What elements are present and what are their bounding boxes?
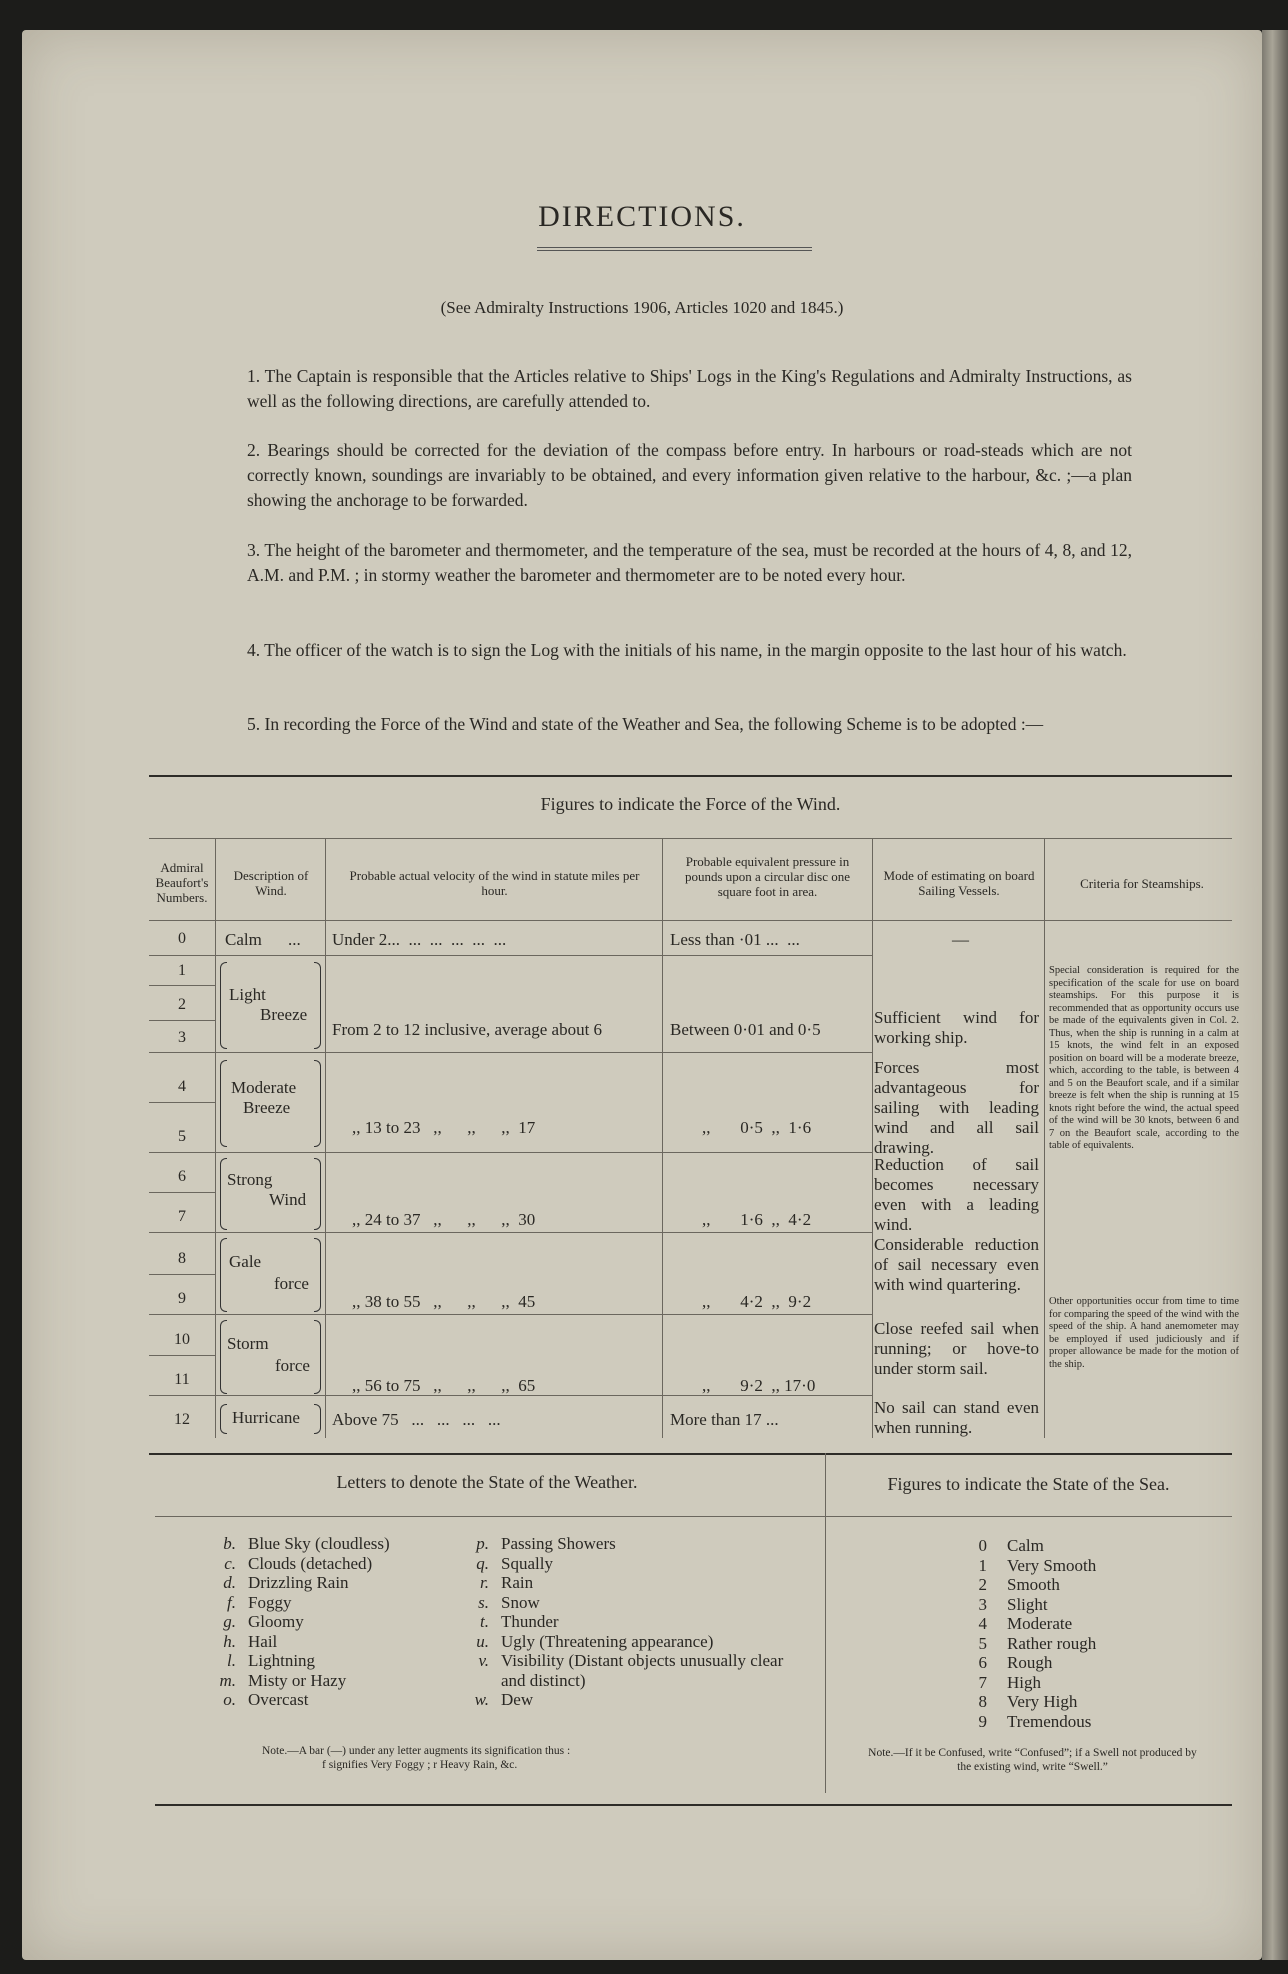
row-rule bbox=[149, 1314, 872, 1315]
wind-mode: Forces most advantageous for sailing with leading wind and all sail drawing. bbox=[874, 1058, 1039, 1157]
wind-pressure: ,, 9·2 ,, 17·0 bbox=[702, 1376, 816, 1395]
wind-pressure: ,, 1·6 ,, 4·2 bbox=[702, 1210, 812, 1229]
header-top-rule bbox=[149, 838, 1232, 839]
sea-item: 6 Rough bbox=[978, 1653, 1053, 1672]
beaufort-number: 4 bbox=[178, 1078, 186, 1095]
header-beaufort: Admiral Beaufort's Numbers. bbox=[155, 860, 209, 905]
row-rule bbox=[149, 1232, 872, 1233]
wind-velocity: From 2 to 12 inclusive, average about 6 bbox=[332, 1020, 603, 1039]
sea-item: 5 Rather rough bbox=[978, 1633, 1097, 1653]
wind-desc: Moderate bbox=[231, 1078, 297, 1097]
header-velocity: Probable actual velocity of the wind in statute miles per hour. bbox=[349, 868, 640, 898]
row-rule bbox=[149, 1052, 872, 1053]
weather-item: b. Blue Sky (cloudless) bbox=[223, 1534, 390, 1553]
section-bottom-rule bbox=[155, 1804, 1232, 1806]
weather-note: Note.—A bar (—) under any letter augments its signification thus : f signifies Very Foggy ; r Heavy Rain, &c. bbox=[262, 1745, 571, 1771]
row-rule bbox=[149, 1020, 215, 1021]
sea-header-rule bbox=[825, 1516, 1232, 1517]
wind-mode: Sufficient wind for working ship. bbox=[874, 1008, 1039, 1047]
weather-item: p. Passing Showers bbox=[476, 1534, 616, 1553]
wind-desc: Breeze bbox=[243, 1098, 291, 1117]
wind-velocity: ,, 24 to 37 ,, ,, ,, 30 bbox=[352, 1210, 536, 1229]
col-divider bbox=[325, 838, 326, 1438]
title-rule bbox=[537, 247, 812, 251]
wind-pressure: ,, 4·2 ,, 9·2 bbox=[702, 1292, 812, 1311]
log-page bbox=[22, 30, 1262, 1960]
beaufort-number: 1 bbox=[178, 962, 186, 979]
table-top-rule bbox=[149, 775, 1232, 777]
wind-mode: Considerable reduction of sail necessary even with wind quartering. bbox=[874, 1235, 1039, 1294]
weather-item: o. Overcast bbox=[223, 1690, 309, 1709]
col-divider bbox=[662, 838, 663, 1438]
beaufort-number: 6 bbox=[178, 1168, 186, 1185]
brace bbox=[220, 962, 227, 1049]
beaufort-number: 2 bbox=[178, 996, 186, 1013]
row-rule bbox=[149, 955, 872, 956]
weather-header-rule bbox=[155, 1516, 825, 1517]
wind-desc-dots: ... bbox=[288, 930, 301, 949]
wind-velocity: ,, 56 to 75 ,, ,, ,, 65 bbox=[352, 1376, 536, 1395]
brace bbox=[314, 1320, 321, 1394]
sea-item: 4 Moderate bbox=[978, 1614, 1073, 1633]
page-edge bbox=[1262, 30, 1288, 1960]
weather-item: c. Clouds (detached) bbox=[224, 1553, 373, 1573]
paragraph-2: 2. Bearings should be corrected for the deviation of the compass before entry. In harbours or road-steads which are not correctly known, soundings are invariably to be obtained, and every information given relative to the harbour, &c. ;—a plan showing the anchorage to be forwarded. bbox=[247, 440, 1132, 510]
wind-velocity: ,, 38 to 55 ,, ,, ,, 45 bbox=[352, 1292, 536, 1311]
sea-item: 0 Calm bbox=[978, 1536, 1044, 1555]
wind-table-caption: Figures to indicate the Force of the Wind. bbox=[540, 794, 841, 814]
brace bbox=[220, 1158, 227, 1230]
paragraph-5: 5. In recording the Force of the Wind and state of the Weather and Sea, the following Scheme is to be adopted :— bbox=[247, 714, 1044, 734]
header-mode: Mode of estimating on board Sailing Vessels. bbox=[883, 868, 1035, 898]
weather-list-1 bbox=[212, 1534, 390, 1710]
wind-mode: No sail can stand even when running. bbox=[874, 1398, 1039, 1437]
wind-desc: Strong bbox=[227, 1170, 273, 1189]
beaufort-number: 10 bbox=[174, 1331, 190, 1348]
brace bbox=[220, 1060, 227, 1147]
brace bbox=[314, 1158, 321, 1230]
brace bbox=[220, 1320, 227, 1394]
col-divider bbox=[215, 838, 216, 1438]
header-pressure: Probable equivalent pressure in pounds upon a circular disc one square foot in area. bbox=[685, 854, 850, 899]
weather-item: q. Squally bbox=[476, 1553, 553, 1573]
wind-mode: Close reefed sail when running; or hove-to under storm sail. bbox=[874, 1319, 1039, 1378]
wind-desc: Gale bbox=[229, 1252, 262, 1271]
weather-item: l. Lightning bbox=[227, 1651, 316, 1670]
header-description: Description of Wind. bbox=[233, 868, 309, 898]
wind-desc: Hurricane bbox=[232, 1408, 300, 1427]
wind-pressure: ,, 0·5 ,, 1·6 bbox=[702, 1118, 812, 1137]
wind-desc: Storm bbox=[227, 1334, 269, 1353]
paragraph-3: 3. The height of the barometer and thermometer, and the temperature of the sea, must be recorded at the hours of 4, 8, and 12, A.M. and P.M. ; in stormy weather the barometer and thermometer are to be noted every hour. bbox=[247, 540, 1132, 585]
weather-item: g. Gloomy bbox=[223, 1612, 304, 1631]
beaufort-number: 3 bbox=[178, 1029, 186, 1046]
wind-desc: Breeze bbox=[260, 1005, 308, 1024]
wind-desc: Light bbox=[229, 985, 266, 1004]
wind-desc: force bbox=[275, 1356, 310, 1375]
weather-item: u. Ugly (Threatening appearance) bbox=[476, 1631, 714, 1651]
beaufort-number: 12 bbox=[174, 1411, 190, 1428]
col-divider bbox=[872, 838, 873, 1438]
beaufort-number: 9 bbox=[178, 1290, 186, 1307]
weather-item: t. Thunder bbox=[480, 1612, 559, 1631]
weather-item: v. Visibility (Distant objects unusually clear and distinct) bbox=[478, 1651, 784, 1690]
weather-item: s. Snow bbox=[478, 1592, 540, 1612]
wind-mode: — bbox=[952, 930, 969, 949]
criteria-text: Special consideration is required for the specification of the scale for use on board steamships. For this purpose it is recommended that as opportunity occurs use be made of the equivalents given in Col. 2. Thus, when the ship is running in a calm at 15 knots, the wind felt in an exposed position on board will be a moderate breeze, which, according to the table, is between 4 and 5 on the Beaufort scale, and if a similar breeze is felt when the ship is running at 15 knots right before the wind, the actual speed of the wind will be 30 knots, between 6 and 7 on the Beaufort scale, according to the table of equivalents. bbox=[1049, 965, 1239, 1151]
header-criteria: Criteria for Steamships. bbox=[1080, 876, 1204, 891]
weather-item: f. Foggy bbox=[227, 1592, 292, 1612]
weather-item: h. Hail bbox=[223, 1631, 278, 1651]
weather-caption: Letters to denote the State of the Weather. bbox=[336, 1472, 638, 1492]
wind-velocity: Above 75 ... ... ... ... bbox=[332, 1410, 501, 1429]
beaufort-number: 8 bbox=[178, 1250, 186, 1267]
wind-pressure: Between 0·01 and 0·5 bbox=[670, 1020, 821, 1039]
sea-list bbox=[967, 1536, 1096, 1731]
brace bbox=[314, 1404, 321, 1434]
section-divider bbox=[825, 1453, 826, 1793]
brace bbox=[314, 1238, 321, 1312]
wind-desc: force bbox=[274, 1274, 309, 1293]
wind-velocity: Under 2... ... ... ... ... ... bbox=[332, 930, 507, 949]
weather-item: d. Drizzling Rain bbox=[223, 1573, 349, 1592]
brace bbox=[220, 1238, 227, 1312]
sea-item: 2 Smooth bbox=[978, 1575, 1060, 1594]
sea-note: Note.—If it be Confused, write “Confused”; if a Swell not produced by the existing wind, write “Swell.” bbox=[868, 1747, 1197, 1773]
beaufort-number: 5 bbox=[178, 1128, 186, 1145]
wind-velocity: ,, 13 to 23 ,, ,, ,, 17 bbox=[352, 1118, 536, 1137]
col-divider bbox=[1044, 838, 1045, 1438]
weather-item: r. Rain bbox=[480, 1573, 534, 1592]
row-rule bbox=[149, 1274, 215, 1275]
weather-item: w. Dew bbox=[474, 1690, 534, 1709]
sea-item: 1 Very Smooth bbox=[978, 1555, 1097, 1575]
beaufort-number: 0 bbox=[178, 930, 186, 947]
row-rule bbox=[149, 1355, 215, 1356]
brace bbox=[314, 962, 321, 1049]
sea-caption: Figures to indicate the State of the Sea. bbox=[887, 1474, 1170, 1494]
beaufort-number: 7 bbox=[178, 1208, 186, 1225]
sea-item: 8 Very High bbox=[978, 1692, 1078, 1711]
brace bbox=[220, 1404, 227, 1434]
table-bottom-rule bbox=[149, 1453, 1232, 1455]
criteria-text: Other opportunities occur from time to time for comparing the speed of the wind with the speed of the ship. A hand anemometer may be employed if used judiciously and if proper allowance be made for the motion of the ship. bbox=[1049, 1296, 1239, 1370]
sea-item: 3 Slight bbox=[978, 1594, 1048, 1614]
header-bottom-rule bbox=[149, 920, 1232, 921]
weather-list-2 bbox=[465, 1534, 825, 1710]
sea-item: 9 Tremendous bbox=[978, 1711, 1092, 1731]
wind-mode: Reduction of sail becomes necessary even with a leading wind. bbox=[874, 1155, 1039, 1234]
weather-item: m. Misty or Hazy bbox=[219, 1670, 347, 1690]
row-rule bbox=[149, 1152, 872, 1153]
wind-desc: Calm bbox=[225, 930, 262, 949]
row-rule bbox=[149, 1192, 215, 1193]
beaufort-number: 11 bbox=[174, 1371, 190, 1388]
admiralty-reference: (See Admiralty Instructions 1906, Articles 1020 and 1845.) bbox=[440, 298, 844, 317]
row-rule bbox=[149, 1102, 215, 1103]
paragraph-4: 4. The officer of the watch is to sign the Log with the initials of his name, in the margin opposite to the last hour of his watch. bbox=[247, 640, 1127, 660]
sea-item: 7 High bbox=[978, 1672, 1041, 1692]
row-rule bbox=[149, 985, 215, 986]
page-title: DIRECTIONS. bbox=[538, 200, 746, 233]
wind-pressure: Less than ·01 ... ... bbox=[670, 930, 800, 949]
paragraph-1: 1. The Captain is responsible that the Articles relative to Ships' Logs in the King's Regulations and Admiralty Instructions, as well as the following directions, are carefully attended to. bbox=[247, 366, 1132, 411]
brace bbox=[314, 1060, 321, 1147]
wind-desc: Wind bbox=[269, 1190, 307, 1209]
wind-pressure: More than 17 ... bbox=[670, 1410, 779, 1429]
